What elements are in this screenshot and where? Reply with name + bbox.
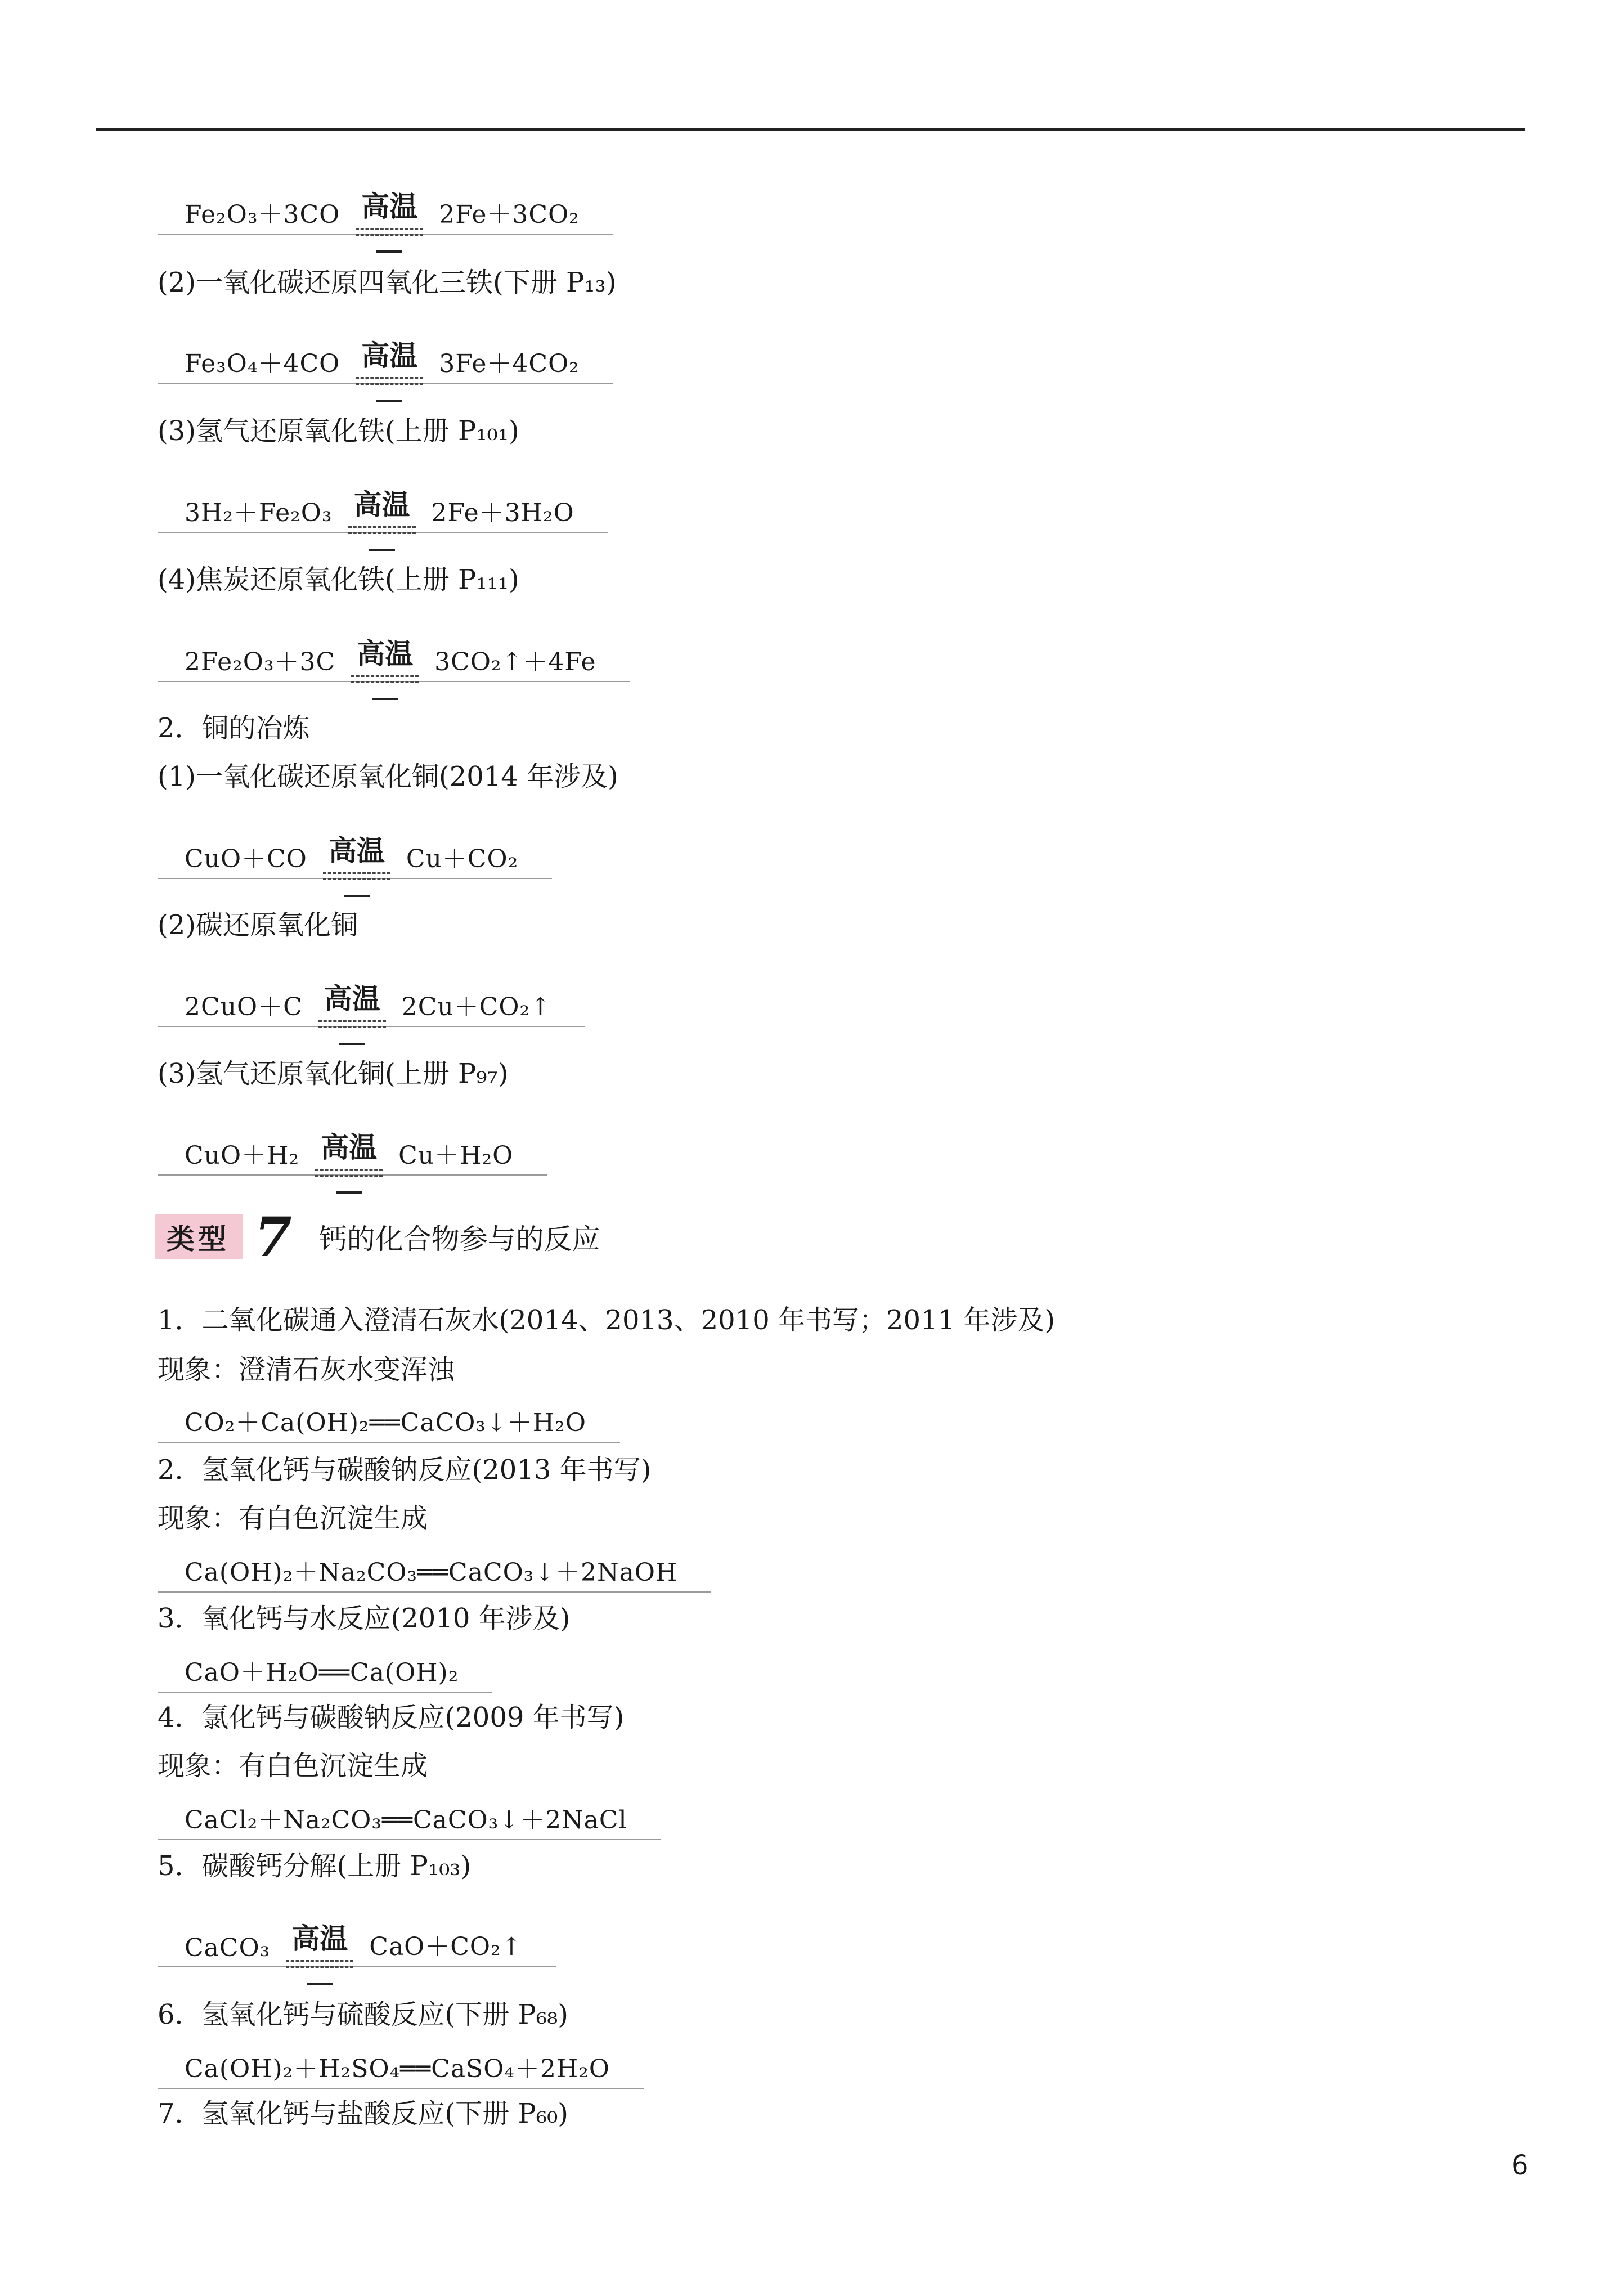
- condition-text: 高温: [324, 983, 380, 1015]
- eq-reactants: Fe₂O₃＋3CO: [185, 200, 340, 229]
- equation-text: CO₂＋Ca(OH)₂══CaCO₃↓＋H₂O: [185, 1409, 586, 1437]
- item-4-equation: [158, 1800, 661, 1840]
- heading-co-cuo: (1)一氧化碳还原氧化铜(2014 年涉及): [158, 761, 618, 792]
- condition-text: 高温: [328, 835, 385, 867]
- equation-2: [158, 318, 613, 384]
- eq-products: 2Cu＋CO₂↑: [401, 993, 551, 1021]
- equation-8: [158, 1901, 556, 1967]
- condition-mark: [286, 1923, 353, 1985]
- condition-mark: [323, 836, 390, 897]
- item-1-phenomenon: 现象：澄清石灰水变浑浊: [158, 1354, 455, 1385]
- eq-products: Cu＋CO₂: [406, 845, 519, 873]
- eq-reactants: Fe₃O₄＋4CO: [185, 349, 340, 378]
- item-2-equation: [158, 1552, 711, 1593]
- item-2-title: 2．氢氧化钙与碳酸钠反应(2013 年书写): [158, 1454, 652, 1486]
- type-title: 钙的化合物参与的反应: [318, 1223, 600, 1255]
- type-7-header: [155, 1205, 600, 1269]
- eq-reactants: CuO＋H₂: [185, 1141, 300, 1170]
- condition-text: 高温: [353, 488, 410, 521]
- eq-products: 2Fe＋3CO₂: [439, 200, 580, 229]
- eq-reactants: 2Fe₂O₃＋3C: [185, 648, 336, 676]
- heading-h2-cuo: (3)氢气还原氧化铜(上册 P₉₇): [158, 1058, 509, 1089]
- heading-coke-fe2o3: (4)焦炭还原氧化铁(上册 P₁₁₁): [158, 564, 519, 595]
- item-5-title: 5．碳酸钙分解(上册 P₁₀₃): [158, 1850, 472, 1882]
- item-4-title: 4．氯化钙与碳酸钠反应(2009 年书写): [158, 1702, 625, 1733]
- condition-mark: [348, 490, 416, 551]
- equation-5: [158, 813, 552, 879]
- condition-text: 高温: [321, 1131, 378, 1164]
- equation-text: Ca(OH)₂＋Na₂CO₃══CaCO₃↓＋2NaOH: [185, 1558, 678, 1587]
- equation-7: [158, 1110, 547, 1176]
- condition-mark: [356, 191, 423, 253]
- eq-products: 2Fe＋3H₂O: [431, 499, 574, 527]
- condition-mark: [356, 340, 423, 402]
- heading-c-cuo: (2)碳还原氧化铜: [158, 909, 358, 941]
- condition-mark: [315, 1132, 383, 1194]
- item-3-title: 3．氧化钙与水反应(2010 年涉及): [158, 1603, 571, 1634]
- eq-products: CaO＋CO₂↑: [369, 1932, 523, 1961]
- eq-reactants: 3H₂＋Fe₂O₃: [185, 499, 333, 527]
- eq-products: 3CO₂↑＋4Fe: [434, 648, 596, 676]
- heading-fe3o4: (2)一氧化碳还原四氧化三铁(下册 P₁₃): [158, 267, 617, 298]
- item-6-title: 6．氢氧化钙与硫酸反应(下册 P₆₈): [158, 1999, 569, 2030]
- equation-4: [158, 616, 630, 682]
- page-number: 6: [1511, 2150, 1529, 2181]
- equation-6: [158, 961, 585, 1027]
- eq-reactants: 2CuO＋C: [185, 993, 303, 1021]
- condition-text: 高温: [291, 1922, 348, 1955]
- condition-text: 高温: [357, 638, 414, 670]
- item-6-equation: [158, 2048, 644, 2089]
- item-3-equation: [158, 1652, 492, 1693]
- type-label: 类型: [155, 1214, 243, 1259]
- equation-text: CaCl₂＋Na₂CO₃══CaCO₃↓＋2NaCl: [185, 1806, 627, 1835]
- equation-3: [158, 467, 608, 533]
- condition-mark: [351, 639, 419, 700]
- condition-text: 高温: [361, 190, 418, 223]
- section-copper: 2．铜的冶炼: [158, 712, 310, 744]
- item-1-title: 1．二氧化碳通入澄清石灰水(2014、2013、2010 年书写；2011 年涉及): [158, 1304, 1056, 1336]
- equation-1: [158, 169, 613, 235]
- item-2-phenomenon: 现象：有白色沉淀生成: [158, 1503, 428, 1534]
- condition-mark: [318, 984, 386, 1045]
- heading-h2-fe2o3: (3)氢气还原氧化铁(上册 P₁₀₁): [158, 415, 519, 447]
- eq-products: 3Fe＋4CO₂: [439, 349, 580, 378]
- eq-reactants: CuO＋CO: [185, 845, 307, 873]
- eq-products: Cu＋H₂O: [398, 1141, 514, 1170]
- item-4-phenomenon: 现象：有白色沉淀生成: [158, 1750, 428, 1782]
- type-number: 7: [254, 1205, 292, 1269]
- item-1-equation: [158, 1402, 620, 1443]
- equation-text: Ca(OH)₂＋H₂SO₄══CaSO₄＋2H₂O: [185, 2055, 610, 2083]
- equation-text: CaO＋H₂O══Ca(OH)₂: [185, 1658, 459, 1687]
- condition-text: 高温: [361, 339, 418, 372]
- item-7-title: 7．氢氧化钙与盐酸反应(下册 P₆₀): [158, 2098, 569, 2129]
- header-rule: [96, 128, 1525, 131]
- eq-reactants: CaCO₃: [185, 1934, 271, 1962]
